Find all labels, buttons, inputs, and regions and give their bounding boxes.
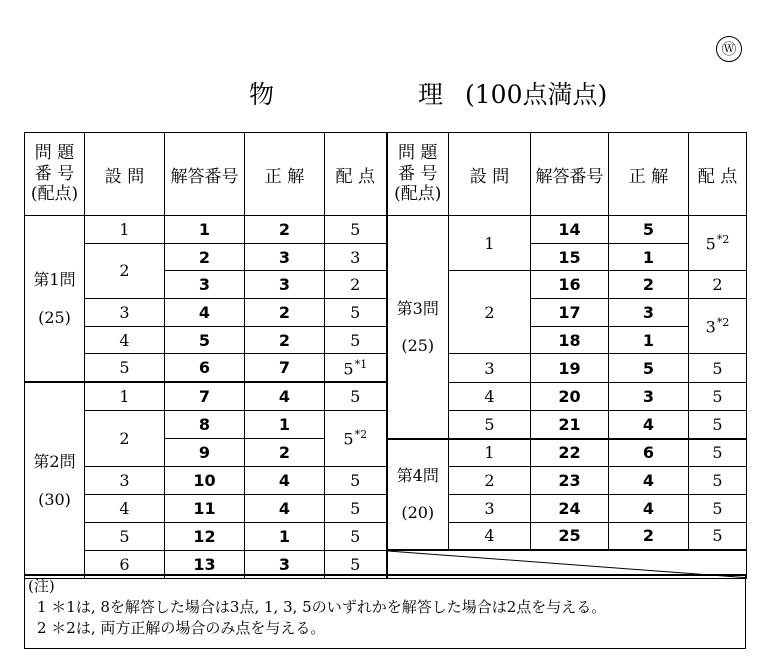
- left-correct-cell: 3: [245, 243, 325, 271]
- points-footnote-mark: *2: [354, 428, 368, 442]
- points-value: 5: [705, 234, 716, 254]
- note-line-1: 1 ＊1は, 8を解答した場合は3点, 1, 3, 5のいずれかを解答した場合は2点を与える。: [37, 598, 607, 616]
- table-row: [25, 326, 747, 354]
- points-value: 3: [705, 317, 716, 337]
- points-footnote-mark: *2: [716, 233, 730, 247]
- left-sub-cell: 4: [85, 494, 165, 522]
- right-correct-cell: 4: [609, 494, 689, 522]
- right-correct-cell: 2: [609, 271, 689, 299]
- left-points-cell: [325, 467, 387, 495]
- right-points-cell: [689, 494, 747, 522]
- right-points-cell: [689, 522, 747, 550]
- left-sub-cell: 1: [85, 216, 165, 244]
- q2-score: (30): [38, 489, 71, 509]
- points-footnote-mark: *1: [354, 357, 368, 371]
- left-points-cell: [325, 522, 387, 550]
- q4-label: 第4問: [396, 466, 439, 486]
- points-value: 5: [712, 443, 723, 463]
- right-answer-no-cell: 19: [531, 354, 609, 382]
- header-points-right: 配 点: [689, 133, 747, 216]
- right-sub-cell: 5: [449, 410, 531, 438]
- left-answer-no-cell: 12: [165, 522, 245, 550]
- header-question-line: (配点): [30, 184, 79, 205]
- left-correct-cell: 3: [245, 550, 325, 578]
- left-sub-cell: 4: [85, 326, 165, 354]
- left-answer-no-cell: 9: [165, 439, 245, 467]
- points-value: 5: [712, 471, 723, 491]
- points-value: 5: [350, 386, 361, 406]
- right-sub-cell: 3: [449, 354, 531, 382]
- table-row: [25, 410, 747, 438]
- left-correct-cell: 4: [245, 467, 325, 495]
- notes-box: [24, 574, 746, 649]
- left-correct-cell: 2: [245, 439, 325, 467]
- right-correct-cell: 2: [609, 522, 689, 550]
- table-row: [25, 243, 747, 271]
- right-sub-cell: 4: [449, 522, 531, 550]
- right-answer-no-cell: 21: [531, 410, 609, 438]
- left-answer-no-cell: 4: [165, 299, 245, 327]
- right-points-cell: [689, 354, 747, 382]
- points-value: 5: [712, 386, 723, 406]
- left-points-cell: [325, 410, 387, 466]
- q2-label: 第2問: [33, 452, 76, 472]
- right-answer-no-cell: 18: [531, 326, 609, 354]
- right-points-cell: [689, 271, 747, 299]
- left-sub-cell: 6: [85, 550, 165, 578]
- table-row: [25, 494, 747, 522]
- left-answer-no-cell: 8: [165, 410, 245, 438]
- points-value: 5: [350, 554, 361, 574]
- note-line-2: 2 ＊2は, 両方正解の場合のみ点を与える。: [37, 619, 326, 637]
- page-title: [0, 79, 764, 111]
- header-row: [25, 133, 747, 216]
- header-question-line: (配点): [394, 184, 442, 205]
- points-value: 5: [350, 330, 361, 350]
- left-correct-cell: 1: [245, 522, 325, 550]
- header-points-left: 配 点: [325, 133, 387, 216]
- left-answer-no-cell: 1: [165, 216, 245, 244]
- left-answer-no-cell: 2: [165, 243, 245, 271]
- right-points-cell: [689, 410, 747, 438]
- left-correct-cell: 3: [245, 271, 325, 299]
- q1-score: (25): [38, 307, 71, 327]
- points-value: 5: [343, 358, 354, 378]
- right-correct-cell: 5: [609, 354, 689, 382]
- right-points-cell: [689, 216, 747, 271]
- q3-label: 第3問: [396, 298, 439, 318]
- left-answer-no-cell: 6: [165, 354, 245, 382]
- left-answer-no-cell: 10: [165, 467, 245, 495]
- title-subject-b: 理: [418, 80, 444, 109]
- right-sub-cell: 2: [449, 467, 531, 495]
- points-value: 5: [350, 471, 361, 491]
- right-correct-cell: 4: [609, 467, 689, 495]
- q4-score: (20): [401, 503, 435, 523]
- title-points: (100点満点): [465, 80, 608, 109]
- q4-label-cell: [387, 439, 449, 551]
- points-value: 5: [350, 498, 361, 518]
- left-answer-no-cell: 11: [165, 494, 245, 522]
- q1-label-cell: [25, 216, 85, 383]
- left-sub-cell: 2: [85, 410, 165, 466]
- points-value: 2: [712, 275, 723, 295]
- left-points-cell: [325, 382, 387, 410]
- points-value: 5: [712, 526, 723, 546]
- q1-label: 第1問: [33, 270, 76, 290]
- left-sub-cell: 3: [85, 299, 165, 327]
- header-answer-no-right: 解答番号: [531, 133, 609, 216]
- watermark-w-icon: Ⓦ: [716, 36, 742, 62]
- left-correct-cell: 7: [245, 354, 325, 382]
- left-answer-no-cell: 3: [165, 271, 245, 299]
- left-answer-no-cell: 5: [165, 326, 245, 354]
- left-correct-cell: 1: [245, 410, 325, 438]
- header-question-right: [387, 133, 449, 216]
- answer-table-body: [25, 216, 747, 579]
- header-sub-right: 設 問: [449, 133, 531, 216]
- header-correct-right: 正 解: [609, 133, 689, 216]
- left-sub-cell: 5: [85, 354, 165, 382]
- right-correct-cell: 3: [609, 382, 689, 410]
- left-points-cell: [325, 243, 387, 271]
- right-correct-cell: 1: [609, 326, 689, 354]
- left-correct-cell: 2: [245, 299, 325, 327]
- spacer: [25, 472, 84, 490]
- header-question-line: 問 題: [34, 143, 75, 164]
- answer-table: [24, 132, 747, 579]
- points-value: 5: [350, 302, 361, 322]
- points-value: 5: [712, 414, 723, 434]
- left-points-cell: [325, 326, 387, 354]
- header-question-line: 番 号: [398, 163, 438, 184]
- spacer: [25, 290, 84, 308]
- right-points-cell: [689, 439, 747, 467]
- points-value: 5: [350, 219, 361, 239]
- left-points-cell: [325, 354, 387, 382]
- right-points-cell: [689, 382, 747, 410]
- left-sub-cell: 1: [85, 382, 165, 410]
- right-correct-cell: 1: [609, 243, 689, 271]
- spacer: [388, 318, 449, 336]
- left-sub-cell: 5: [85, 522, 165, 550]
- right-correct-cell: 3: [609, 299, 689, 327]
- q3-label-cell: [387, 216, 449, 439]
- spacer: [388, 485, 449, 503]
- right-correct-cell: 6: [609, 439, 689, 467]
- right-answer-no-cell: 24: [531, 494, 609, 522]
- header-question-line: 番 号: [34, 163, 75, 184]
- left-points-cell: [325, 216, 387, 244]
- table-row: [25, 522, 747, 550]
- right-answer-no-cell: 25: [531, 522, 609, 550]
- points-value: 5: [343, 429, 354, 449]
- right-answer-no-cell: 22: [531, 439, 609, 467]
- right-correct-cell: 4: [609, 410, 689, 438]
- q2-label-cell: [25, 382, 85, 578]
- left-sub-cell: 2: [85, 243, 165, 298]
- left-correct-cell: 4: [245, 382, 325, 410]
- notes-heading: (注): [28, 577, 55, 595]
- table-row: [25, 299, 747, 327]
- right-sub-cell: 3: [449, 494, 531, 522]
- left-points-cell: [325, 271, 387, 299]
- right-sub-cell: 2: [449, 271, 531, 354]
- table-row: [25, 354, 747, 382]
- header-answer-no-left: 解答番号: [165, 133, 245, 216]
- points-value: 5: [712, 358, 723, 378]
- points-value: 2: [350, 275, 361, 295]
- left-points-cell: [325, 494, 387, 522]
- right-correct-cell: 5: [609, 216, 689, 244]
- title-subject-a: 物: [249, 80, 275, 109]
- right-answer-no-cell: 17: [531, 299, 609, 327]
- points-value: 3: [350, 247, 361, 267]
- header-sub-left: 設 問: [85, 133, 165, 216]
- header-question-line: 問 題: [398, 143, 438, 164]
- right-answer-no-cell: 23: [531, 467, 609, 495]
- header-question-left: [25, 133, 85, 216]
- left-answer-no-cell: 13: [165, 550, 245, 578]
- left-correct-cell: 4: [245, 494, 325, 522]
- table-row: [25, 467, 747, 495]
- left-points-cell: [325, 299, 387, 327]
- left-sub-cell: 3: [85, 467, 165, 495]
- right-answer-no-cell: 16: [531, 271, 609, 299]
- right-answer-no-cell: 14: [531, 216, 609, 244]
- right-points-cell: [689, 299, 747, 354]
- points-value: 5: [350, 526, 361, 546]
- left-correct-cell: 2: [245, 216, 325, 244]
- right-sub-cell: 4: [449, 382, 531, 410]
- right-answer-no-cell: 20: [531, 382, 609, 410]
- points-footnote-mark: *2: [716, 316, 730, 330]
- right-answer-no-cell: 15: [531, 243, 609, 271]
- right-points-cell: [689, 467, 747, 495]
- table-row: [25, 216, 747, 244]
- right-sub-cell: 1: [449, 439, 531, 467]
- right-sub-cell: 1: [449, 216, 531, 271]
- points-value: 5: [712, 498, 723, 518]
- left-answer-no-cell: 7: [165, 382, 245, 410]
- q3-score: (25): [401, 335, 435, 355]
- left-correct-cell: 2: [245, 326, 325, 354]
- header-correct-left: 正 解: [245, 133, 325, 216]
- table-row: [25, 382, 747, 410]
